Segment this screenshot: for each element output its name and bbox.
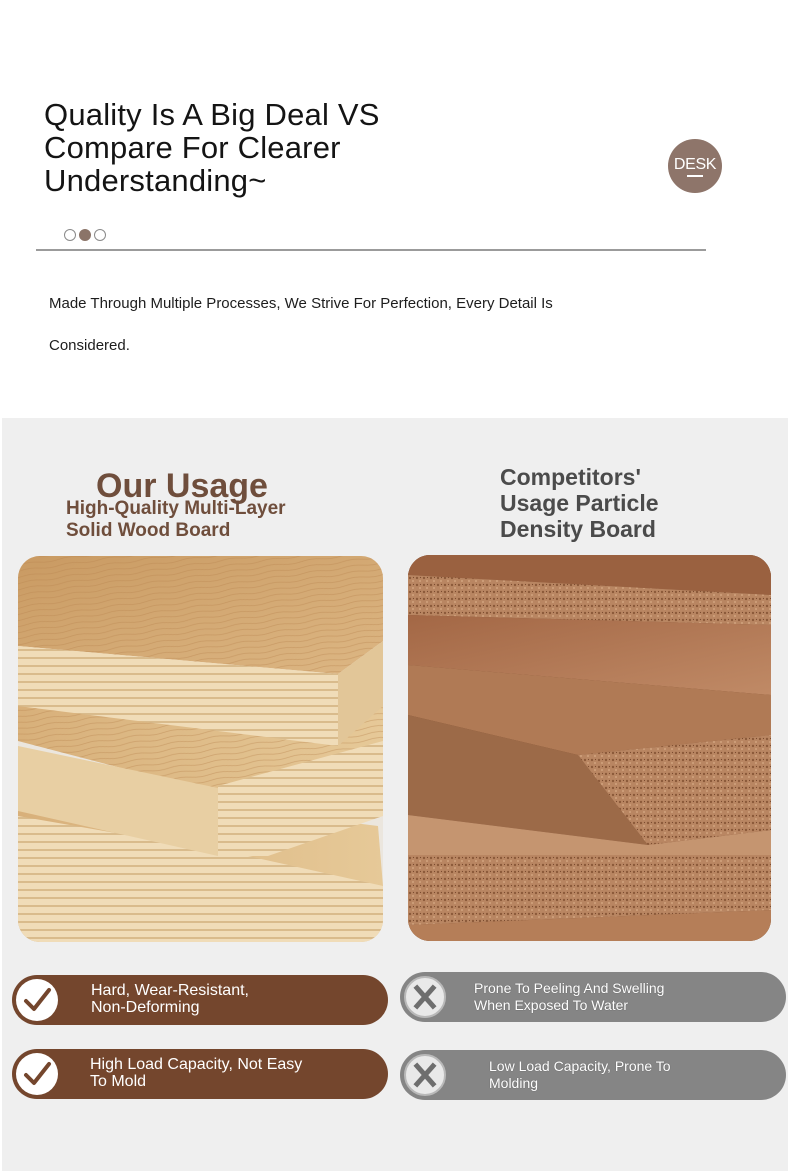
- feature-negative-2-text: Low Load Capacity, Prone To Molding: [489, 1058, 671, 1091]
- feature-positive-2: [12, 1049, 388, 1099]
- feature-positive-1-text: Hard, Wear-Resistant, Non-Deforming: [91, 982, 249, 1016]
- carousel-dots: [64, 229, 106, 241]
- our-usage-heading: Our Usage: [96, 467, 268, 505]
- feature-negative-1-text: Prone To Peeling And Swelling When Exposed To Water: [474, 980, 665, 1013]
- checkmark-icon: [16, 979, 58, 1021]
- intro-description: Made Through Multiple Processes, We Strive For Perfection, Every Detail Is Considered.: [49, 295, 553, 354]
- feature-positive-2-text: High Load Capacity, Not Easy To Mold: [90, 1056, 303, 1090]
- plywood-photo: [18, 556, 383, 942]
- carousel-dot-3[interactable]: [94, 229, 106, 241]
- feature-positive-1: [12, 975, 388, 1025]
- competitors-heading: Competitors' Usage Particle Density Board: [500, 464, 659, 542]
- particle-board-photo: [408, 555, 771, 941]
- plywood-illustration: [18, 556, 383, 942]
- checkmark-icon: [16, 1053, 58, 1095]
- particle-board-illustration: [408, 555, 771, 941]
- x-mark-icon: [404, 976, 446, 1018]
- hero-section: [0, 0, 790, 418]
- feature-negative-1: [400, 972, 786, 1022]
- desk-badge: [668, 139, 722, 193]
- x-mark-icon: [404, 1054, 446, 1096]
- carousel-dot-1[interactable]: [64, 229, 76, 241]
- page-title: Quality Is A Big Deal VS Compare For Clearer Understanding~: [44, 97, 380, 198]
- our-usage-subheading: High-Quality Multi-Layer Solid Wood Board: [66, 498, 286, 541]
- carousel-dot-2[interactable]: [79, 229, 91, 241]
- desk-badge-label: DESK: [673, 155, 717, 173]
- badge-underline: [687, 175, 703, 177]
- feature-negative-2: [400, 1050, 786, 1100]
- divider: [36, 249, 706, 251]
